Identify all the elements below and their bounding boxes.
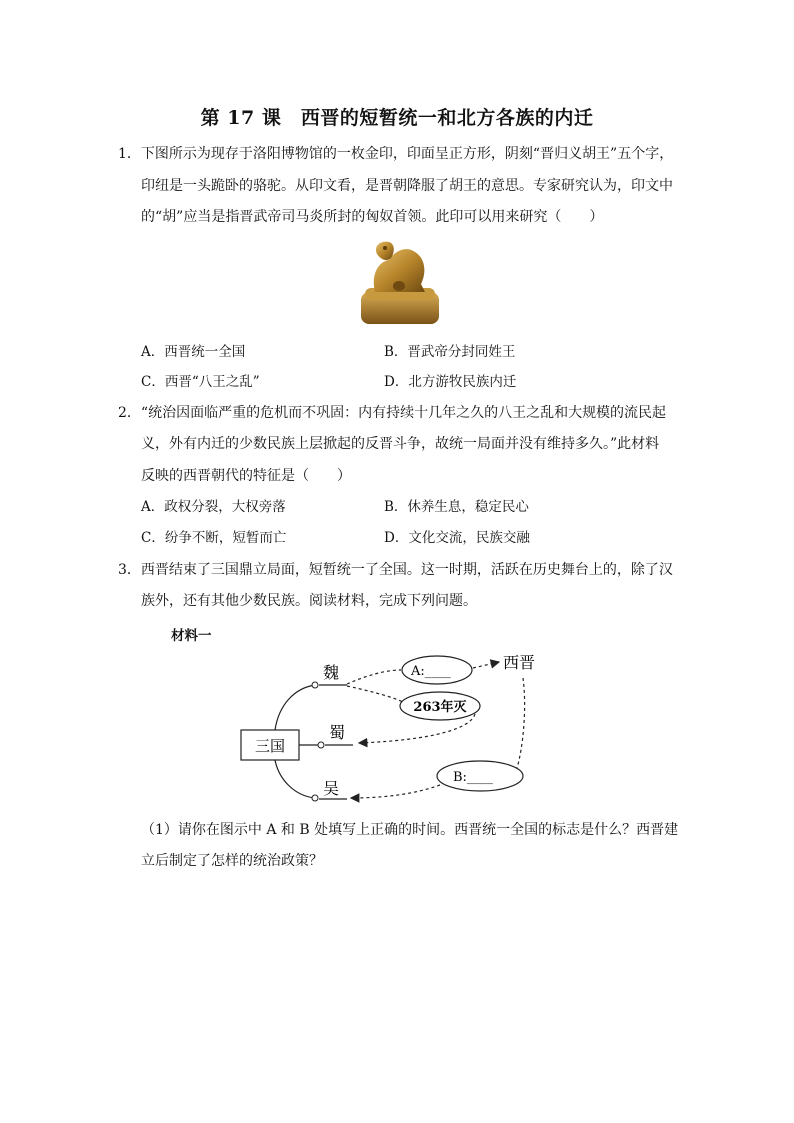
wei-label: 魏 — [323, 663, 340, 682]
shu-label: 蜀 — [329, 723, 346, 742]
q1-line-3: 的“胡”应当是指晋武帝司马炎所封的匈奴首领。此印可以用来研究（ ） — [141, 209, 604, 225]
a-label: A:____ — [411, 664, 451, 679]
xijin-label: 西晋 — [503, 653, 535, 672]
q1-option-a: A．西晋统一全国 — [141, 344, 246, 360]
q2-line-2: 义，外有内迁的少数民族上层掀起的反晋斗争，故统一局面并没有维持多久。”此材料 — [141, 436, 660, 452]
q1-option-c: C．西晋“八王之乱” — [141, 374, 260, 390]
branch-wei — [275, 685, 315, 730]
material-label: 材料一 — [171, 628, 212, 644]
three-kingdoms-diagram — [235, 648, 535, 808]
b-label: B:____ — [453, 770, 493, 785]
q3-line-1: 3．西晋结束了三国鼎立局面，短暂统一了全国。这一时期，活跃在历史舞台上的，除了汉 — [118, 562, 673, 578]
page-title: 第 17 课 西晋的短暂统一和北方各族的内迁 — [200, 107, 594, 129]
q2-option-a: A．政权分裂，大权旁落 — [141, 499, 286, 515]
q2-line-3: 反映的西晋朝代的特征是（ ） — [141, 468, 351, 484]
q3-sub1-line-1: （1）请你在图示中 A 和 B 处填写上正确的时间。西晋统一全国的标志是什么？西晋建 — [141, 822, 679, 838]
q1-line-2: 印纽是一头跪卧的骆驼。从印文看，是晋朝降服了胡王的意思。专家研究认为，印文中 — [141, 178, 673, 194]
q2-line-1: 2．“统治因面临严重的危机而不巩固：内有持续十几年之久的八王之乱和大规模的流民起 — [118, 405, 667, 421]
wu-label: 吴 — [323, 779, 340, 798]
q2-option-d: D．文化交流，民族交融 — [384, 530, 530, 546]
sanguo-label: 三国 — [254, 737, 286, 755]
branch-wu — [275, 760, 315, 798]
gold-seal-image — [355, 236, 445, 328]
q1-option-d: D．北方游牧民族内迁 — [384, 374, 517, 390]
q1-line-1: 1．下图所示为现存于洛阳博物馆的一枚金印，印面呈正方形，阴刻“晋归义胡王”五个字， — [118, 146, 674, 162]
q2-option-c: C．纷争不断，短暂而亡 — [141, 530, 287, 546]
q3-line-2: 族外，还有其他少数民族。阅读材料，完成下列问题。 — [141, 593, 477, 609]
q2-option-b: B．休养生息，稳定民心 — [384, 499, 529, 515]
mid-label: 263年灭 — [413, 700, 467, 715]
q1-option-b: B．晋武帝分封同姓王 — [384, 344, 516, 360]
q3-sub1-line-2: 立后制定了怎样的统治政策？ — [141, 853, 323, 869]
